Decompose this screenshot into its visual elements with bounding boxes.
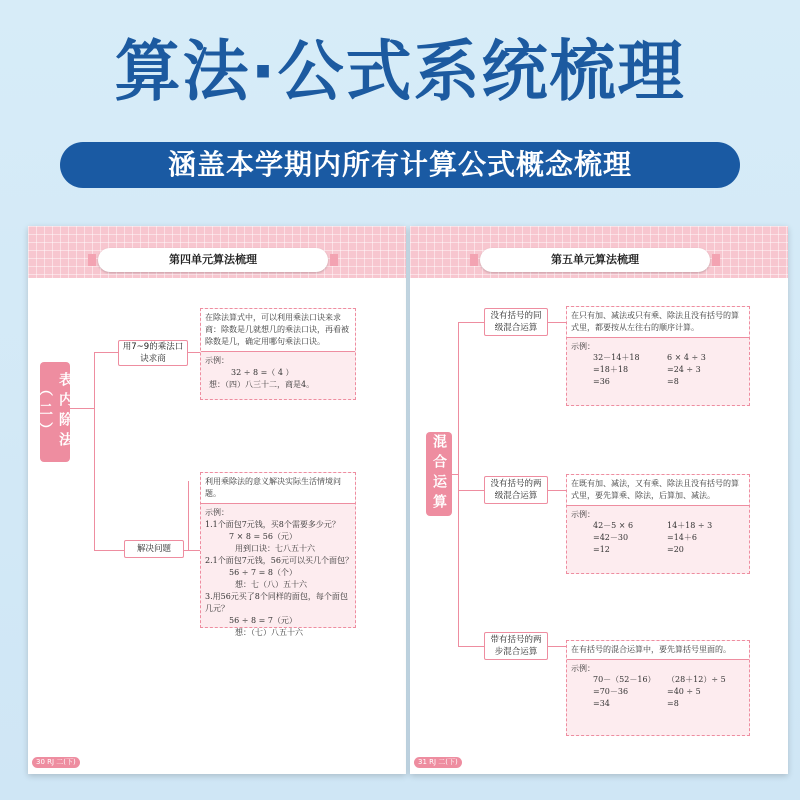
left-page xyxy=(28,226,406,774)
example-line: =34 xyxy=(593,699,610,708)
description: 利用乘除法的意义解决实际生活情境问题。 xyxy=(201,473,355,504)
description: 在既有加、减法，又有乘、除法且没有括号的算式里，要先算乘、除法，后算加、减法。 xyxy=(567,475,749,506)
example-label: 示例： xyxy=(205,508,229,517)
example-line: =18＋18 xyxy=(593,365,629,374)
branch-node-2: 解决问题 xyxy=(124,540,184,558)
example-label: 示例： xyxy=(205,356,229,365)
connector xyxy=(70,408,94,409)
example-line: =8 xyxy=(667,377,679,386)
branch-node-1: 没有括号的同级混合运算 xyxy=(484,308,548,336)
example-box-2 xyxy=(566,474,750,574)
example-box-3 xyxy=(566,640,750,736)
description: 在有括号的混合运算中，要先算括号里面的。 xyxy=(567,641,749,660)
description: 在只有加、减法或只有乘、除法且没有括号的算式里，都要按从左往右的顺序计算。 xyxy=(567,307,749,338)
connector xyxy=(94,352,118,353)
connector xyxy=(458,322,484,323)
example-line: 想：七（八）五十六 xyxy=(235,580,307,589)
example-line: 32 ÷ 8 =（ 4 ） xyxy=(231,368,294,377)
example-line: 14＋18 ÷ 3 xyxy=(667,521,713,530)
page-title: 算法·公式系统梳理 xyxy=(114,33,686,110)
example-line: 56 ÷ 8 = 7（元） xyxy=(229,616,297,625)
example-line: 56 ÷ 7 = 8（个） xyxy=(229,568,297,577)
example-label: 示例： xyxy=(571,664,595,673)
connector xyxy=(548,322,566,323)
example-line: =42－30 xyxy=(593,533,629,542)
example-line: 42－5 × 6 xyxy=(593,521,634,530)
example-box-2 xyxy=(200,472,356,637)
example-line: （28＋12）÷ 5 xyxy=(667,675,726,684)
connector xyxy=(458,646,484,647)
connector xyxy=(184,550,200,551)
main-topic-label: 表内除法（二） xyxy=(37,372,73,452)
connector xyxy=(458,322,459,646)
example-line: 想：（七）八五十六 xyxy=(235,628,303,637)
branch-node-1: 用7~9的乘法口诀求商 xyxy=(118,340,188,366)
example-line: =14＋6 xyxy=(667,533,697,542)
connector xyxy=(94,550,124,551)
example-box-1 xyxy=(566,306,750,406)
example-label: 示例： xyxy=(571,342,595,351)
page-footer: 31 RJ 二(下) xyxy=(414,757,462,768)
connector xyxy=(188,352,200,353)
example-line: =24 ÷ 3 xyxy=(667,365,701,374)
connector xyxy=(548,646,566,647)
example-line: =12 xyxy=(593,545,610,554)
example-label: 示例： xyxy=(571,510,595,519)
example-box-1 xyxy=(200,308,356,400)
subtitle-banner: 涵盖本学期内所有计算公式概念梳理 xyxy=(60,142,740,188)
example-line: =40 ÷ 5 xyxy=(667,687,701,696)
example-line: =8 xyxy=(667,699,679,708)
example-line: 6 × 4 ÷ 3 xyxy=(667,353,706,362)
unit-title: 第五单元算法梳理 xyxy=(480,248,710,272)
connector xyxy=(188,481,189,550)
example-line: 2.1个面包7元钱，56元可以买几个面包？ xyxy=(205,556,353,565)
branch-node-2: 没有括号的两级混合运算 xyxy=(484,476,548,504)
example-line: =20 xyxy=(667,545,684,554)
unit-title: 第四单元算法梳理 xyxy=(98,248,328,272)
connector xyxy=(94,352,95,550)
right-page xyxy=(410,226,788,774)
branch-node-3: 带有括号的两步混合运算 xyxy=(484,632,548,660)
page-footer: 30 RJ 二(下) xyxy=(32,757,80,768)
example-line: 1.1个面包7元钱，买8个需要多少元？ xyxy=(205,520,340,529)
example-line: =36 xyxy=(593,377,610,386)
example-line: 用到口诀：七八五十六 xyxy=(235,544,315,553)
connector xyxy=(548,490,566,491)
main-topic-label: 混合运算 xyxy=(431,434,447,514)
main-topic xyxy=(37,362,73,462)
example-line: =70－36 xyxy=(593,687,629,696)
example-line: 3.用56元买了8个同样的面包，每个面包几元？ xyxy=(205,592,348,613)
example-line: 32－14＋18 xyxy=(593,353,640,362)
main-topic xyxy=(426,432,452,516)
connector xyxy=(458,490,484,491)
example-line: 7 × 8 = 56（元） xyxy=(229,532,297,541)
description: 在除法算式中，可以利用乘法口诀来求商：除数是几就想几的乘法口诀，再看被除数是几，确定用哪句乘法口诀。 xyxy=(201,309,355,352)
example-line: 70－（52－16） xyxy=(593,675,656,684)
example-line: 想：（四）八三十二，商是4。 xyxy=(209,380,315,389)
